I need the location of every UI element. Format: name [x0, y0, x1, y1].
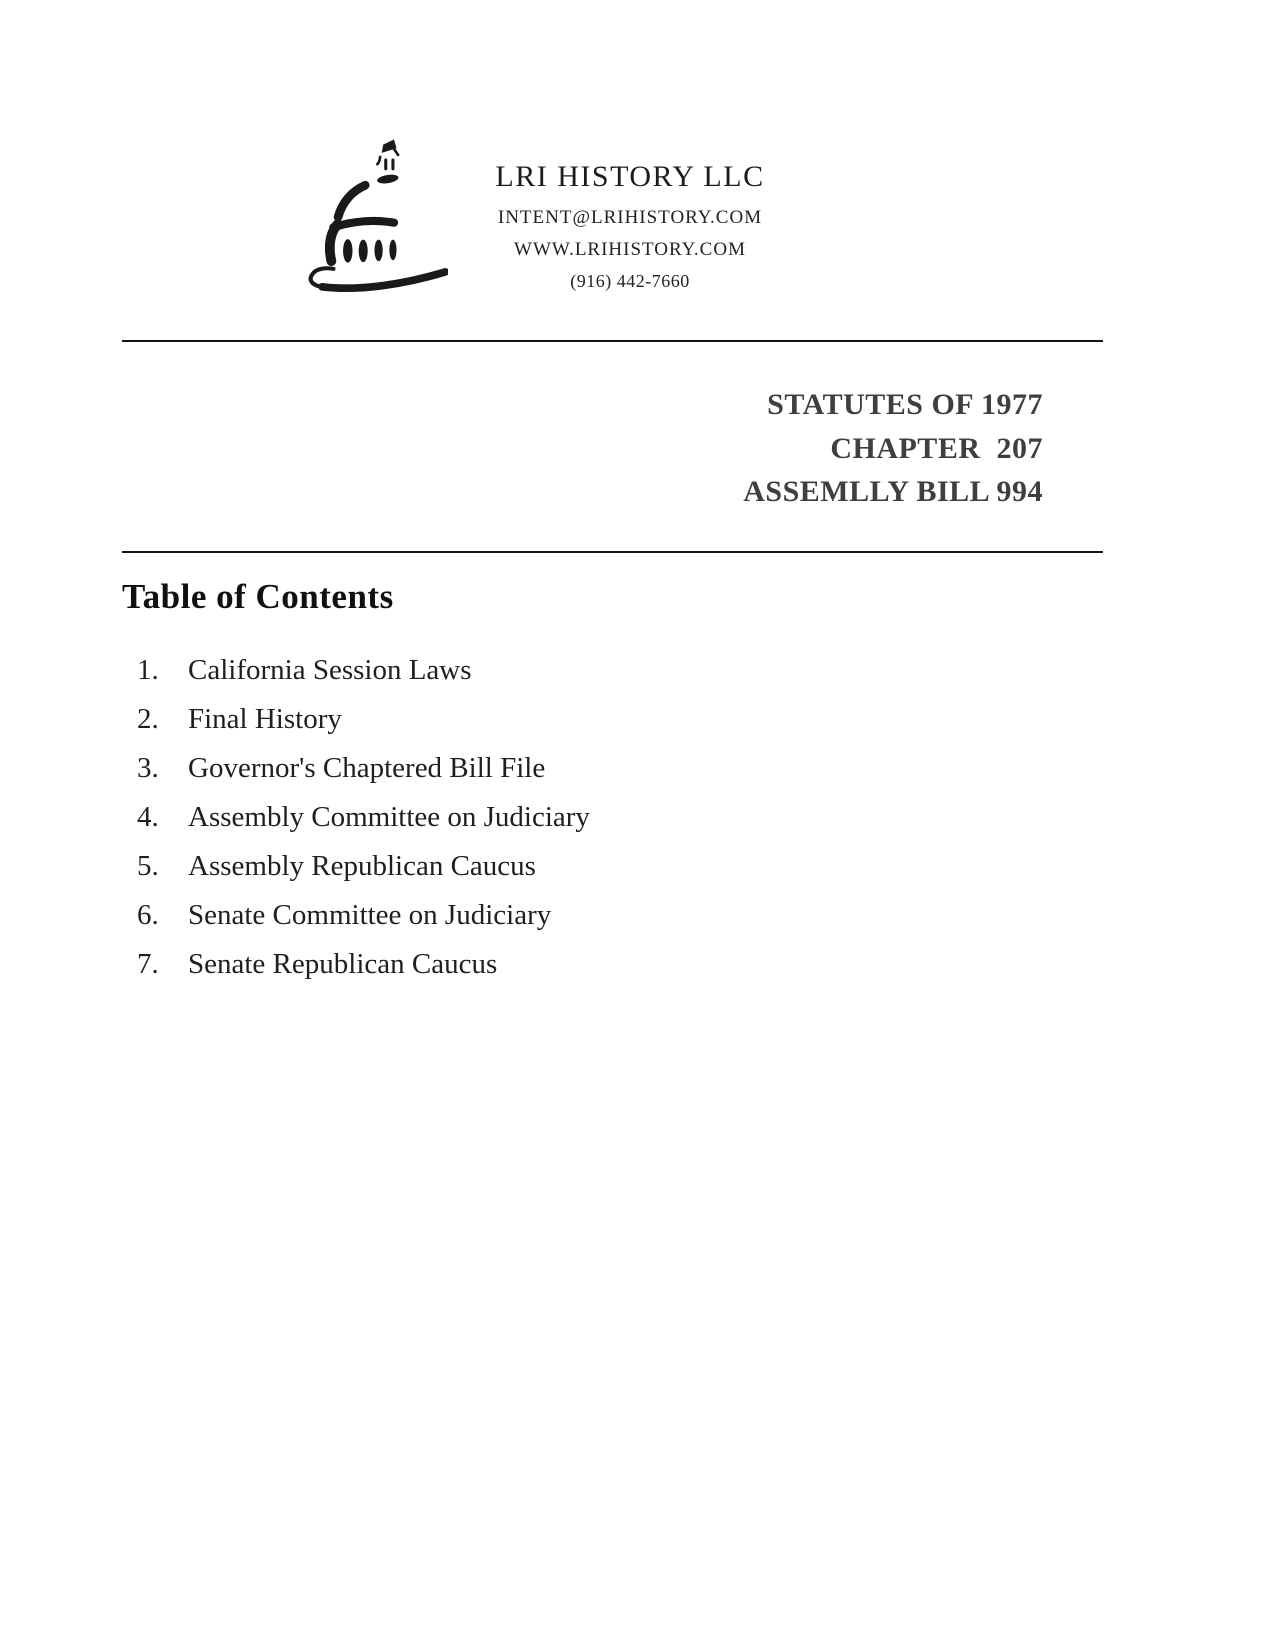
divider-bottom	[122, 551, 1103, 553]
toc-item-label: Governor's Chaptered Bill File	[188, 752, 546, 784]
toc-item	[137, 852, 590, 881]
toc-item-label: Senate Republican Caucus	[188, 948, 498, 980]
toc-item-number: 1.	[137, 654, 159, 686]
toc-item-label: Senate Committee on Judiciary	[188, 899, 552, 931]
toc-item-label: Assembly Committee on Judiciary	[188, 801, 590, 833]
toc-item-number: 2.	[137, 703, 159, 735]
toc-item-label: Assembly Republican Caucus	[188, 850, 536, 882]
toc-item	[137, 705, 590, 734]
toc-item-number: 3.	[137, 752, 159, 784]
assembly-bill-line: ASSEMLLY BILL 994	[743, 475, 1043, 508]
toc-item	[137, 754, 590, 783]
toc-item-number: 7.	[137, 948, 159, 980]
divider-top	[122, 340, 1103, 342]
toc-item-label: California Session Laws	[188, 654, 472, 686]
title-block	[743, 383, 1043, 514]
company-name: LRI HISTORY LLC	[495, 160, 765, 193]
toc-item	[137, 656, 590, 685]
toc-item	[137, 901, 590, 930]
toc-item-number: 6.	[137, 899, 159, 931]
company-email: INTENT@LRIHISTORY.COM	[497, 207, 763, 228]
toc-item	[137, 803, 590, 832]
toc-list	[137, 656, 590, 999]
letterhead	[330, 160, 930, 292]
toc-item-number: 4.	[137, 801, 159, 833]
chapter-number-line: CHAPTER 207	[830, 431, 1043, 465]
company-phone: (916) 442-7660	[570, 271, 690, 291]
toc-item-number: 5.	[137, 850, 159, 882]
toc-heading: Table of Contents	[122, 577, 394, 616]
company-website: WWW.LRIHISTORY.COM	[514, 239, 746, 260]
statutes-year-line: STATUTES OF 1977	[767, 388, 1043, 421]
toc-item	[137, 950, 590, 979]
toc-item-label: Final History	[188, 703, 342, 735]
